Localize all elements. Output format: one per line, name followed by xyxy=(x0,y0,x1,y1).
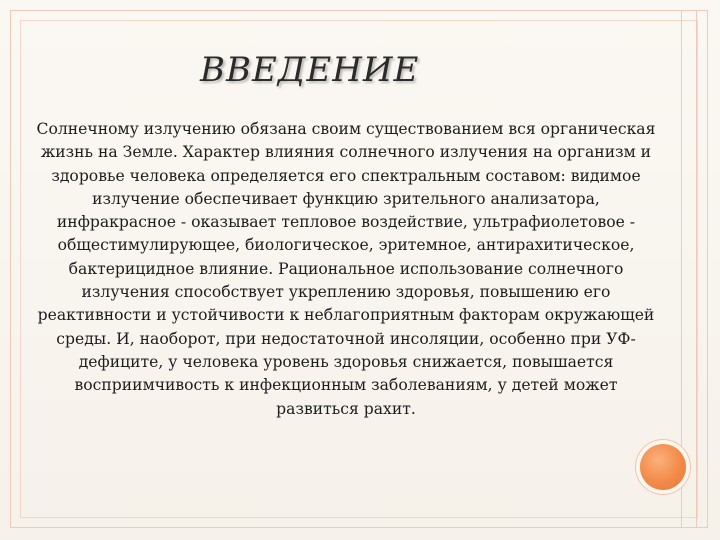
slide-title: ВВЕДЕНИЕ xyxy=(200,50,420,90)
orange-circle-accent xyxy=(640,444,686,490)
decorative-right-band xyxy=(681,10,697,528)
slide-body-text: Солнечному излучению обязана своим существованием вся органическая жизнь на Земле. Характер влияния солнечного излучения на организм и здоровье человека определяется его спектральным составом: видимое излучение обеспечивает функцию зрительного анализатора, инфракрасное - оказывает тепловое воздействие, ультрафиолетовое - общестимулирующее, биологическое, эритемное, антирахитическое, бактерицидное влияние. Рациональное использование солнечного излучения способствует укреплению здоровья, повышению его реактивности и устойчивости к неблагоприятным факторам окружающей среды. И, наоборот, при недостаточной инсоляции, особенно при УФ-дефиците, у человека уровень здоровья снижается, повышается восприимчивость к инфекционным заболеваниям, у детей может развиться рахит. xyxy=(36,120,656,418)
